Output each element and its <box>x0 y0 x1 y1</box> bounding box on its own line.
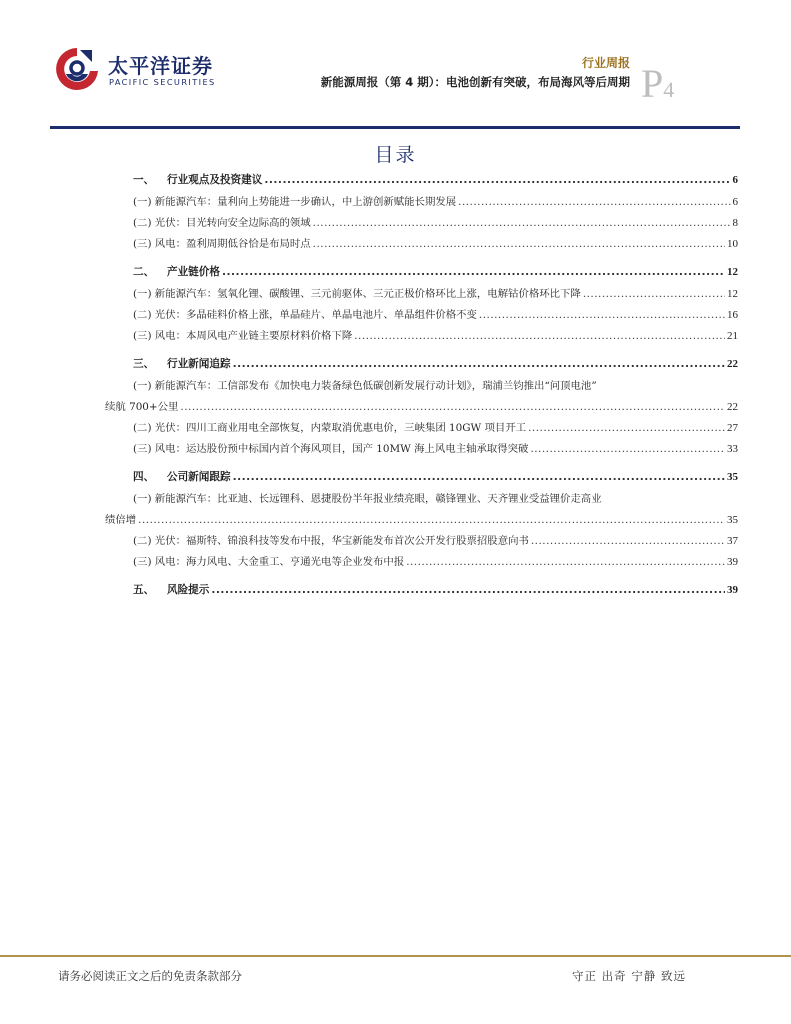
toc-section-number: 四、 <box>133 471 155 483</box>
toc-section-1[interactable] <box>105 172 738 193</box>
toc-section-label: 产业链价格 <box>167 266 220 278</box>
toc-item-label: (一) 新能源汽车：氢氧化锂、碳酸锂、三元前驱体、三元正极价格环比上涨，电解钴价格环比下降 <box>133 288 581 300</box>
toc-item[interactable] <box>105 214 738 235</box>
toc-item-label: (三) 风电：本周风电产业链主要原材料价格下降 <box>133 330 353 342</box>
toc-item-label: (三) 风电：运达股份预中标国内首个海风项目，国产 10MW 海上风电主轴承取得突破 <box>133 443 529 455</box>
toc-leader <box>583 288 725 300</box>
toc-leader <box>313 217 731 229</box>
toc-page: 12 <box>727 288 738 300</box>
page-letter: P <box>641 61 664 106</box>
toc-leader <box>313 238 725 250</box>
header-divider <box>50 126 740 129</box>
toc-section-label: 行业新闻追踪 <box>167 358 231 370</box>
toc-item[interactable] <box>105 285 738 306</box>
toc-page: 16 <box>727 309 738 321</box>
toc-section-3[interactable] <box>105 356 738 377</box>
company-motto: 守正 出奇 宁静 致远 <box>572 969 686 983</box>
toc-section-number: 五、 <box>133 584 155 596</box>
toc-page: 37 <box>727 535 738 547</box>
toc-leader <box>531 535 725 547</box>
toc-section-4[interactable] <box>105 469 738 490</box>
pacific-securities-logo-icon <box>52 44 102 94</box>
toc-page: 27 <box>727 422 738 434</box>
toc-leader <box>530 443 725 455</box>
toc-leader <box>406 556 725 568</box>
toc-page: 21 <box>727 330 738 342</box>
toc-item-label: (一) 新能源汽车：量利向上势能进一步确认，中上游创新赋能长期发展 <box>133 196 457 208</box>
toc-item[interactable] <box>105 440 738 461</box>
page-number <box>641 60 674 107</box>
footer-divider <box>0 955 791 957</box>
toc-leader <box>233 358 725 370</box>
page-digit: 4 <box>663 77 675 102</box>
toc-leader <box>138 514 725 526</box>
toc-leader <box>458 196 730 208</box>
toc-item-label: (二) 光伏：目光转向安全边际高的领域 <box>133 217 311 229</box>
toc-section-number: 三、 <box>133 358 155 370</box>
toc-page: 12 <box>727 266 738 278</box>
toc-item-label: (二) 光伏：福斯特、锦浪科技等发布中报，华宝新能发布首次公开发行股票招股意向书 <box>133 535 529 547</box>
toc-page: 22 <box>727 401 738 413</box>
toc-item[interactable] <box>105 306 738 327</box>
toc-page: 33 <box>727 443 738 455</box>
toc-item-label: (二) 光伏：四川工商业用电全部恢复，内蒙取消优惠电价，三峡集团 10GW 项目开工 <box>133 422 527 434</box>
toc-section-label: 公司新闻跟踪 <box>167 471 231 483</box>
toc-page: 35 <box>727 514 738 526</box>
toc-item-wrapped-line[interactable]: (一) 新能源汽车：工信部发布《加快电力装备绿色低碳创新发展行动计划》，瑞浦兰钧推出“问顶电池” <box>133 380 597 392</box>
company-logo <box>52 44 216 94</box>
table-of-contents <box>105 172 738 603</box>
toc-item-label: 绩倍增 <box>105 514 137 526</box>
toc-item-label: 续航 700+公里 <box>105 401 179 413</box>
toc-leader <box>479 309 725 321</box>
toc-leader <box>211 584 725 596</box>
toc-section-2[interactable] <box>105 264 738 285</box>
toc-section-label: 风险提示 <box>167 584 210 596</box>
logo-english-name: PACIFIC SECURITIES <box>109 77 216 87</box>
toc-item-wrapped-line[interactable]: (一) 新能源汽车：比亚迪、长远锂科、恩捷股份半年报业绩亮眼，赣锋锂业、天齐锂业受益锂价走高业 <box>133 493 602 505</box>
logo-chinese-name: 太平洋证券 <box>108 54 213 78</box>
toc-leader <box>180 401 725 413</box>
report-category: 行业周报 <box>581 56 630 70</box>
toc-item-continuation[interactable] <box>105 398 738 419</box>
toc-item[interactable] <box>105 553 738 574</box>
toc-leader <box>233 471 725 483</box>
toc-leader <box>528 422 725 434</box>
toc-page: 39 <box>727 584 738 596</box>
toc-item-label: (二) 光伏：多晶硅料价格上涨，单晶硅片、单晶电池片、单晶组件价格不变 <box>133 309 477 321</box>
toc-item[interactable] <box>105 235 738 256</box>
toc-section-5[interactable] <box>105 582 738 603</box>
toc-page: 35 <box>727 471 738 483</box>
toc-page: 8 <box>732 217 738 229</box>
toc-section-number: 一、 <box>133 174 155 186</box>
toc-leader <box>222 266 725 278</box>
toc-item-label: (三) 风电：海力风电、大金重工、亨通光电等企业发布中报 <box>133 556 405 568</box>
toc-leader <box>264 174 730 186</box>
toc-page: 6 <box>732 196 738 208</box>
toc-item-label: (三) 风电：盈利周期低谷恰是布局时点 <box>133 238 311 250</box>
toc-section-label: 行业观点及投资建议 <box>167 174 263 186</box>
toc-item[interactable] <box>105 193 738 214</box>
toc-leader <box>354 330 725 342</box>
toc-item[interactable] <box>105 419 738 440</box>
toc-item[interactable] <box>105 327 738 348</box>
toc-page: 39 <box>727 556 738 568</box>
toc-section-number: 二、 <box>133 266 155 278</box>
toc-page: 6 <box>732 174 738 186</box>
toc-page: 10 <box>727 238 738 250</box>
toc-item-continuation[interactable] <box>105 511 738 532</box>
report-title: 新能源周报（第 4 期）：电池创新有突破，布局海风等后周期 <box>320 75 630 89</box>
toc-item[interactable] <box>105 532 738 553</box>
toc-title: 目录 <box>374 144 417 166</box>
disclaimer-note: 请务必阅读正文之后的免责条款部分 <box>58 969 242 983</box>
toc-page: 22 <box>727 358 738 370</box>
